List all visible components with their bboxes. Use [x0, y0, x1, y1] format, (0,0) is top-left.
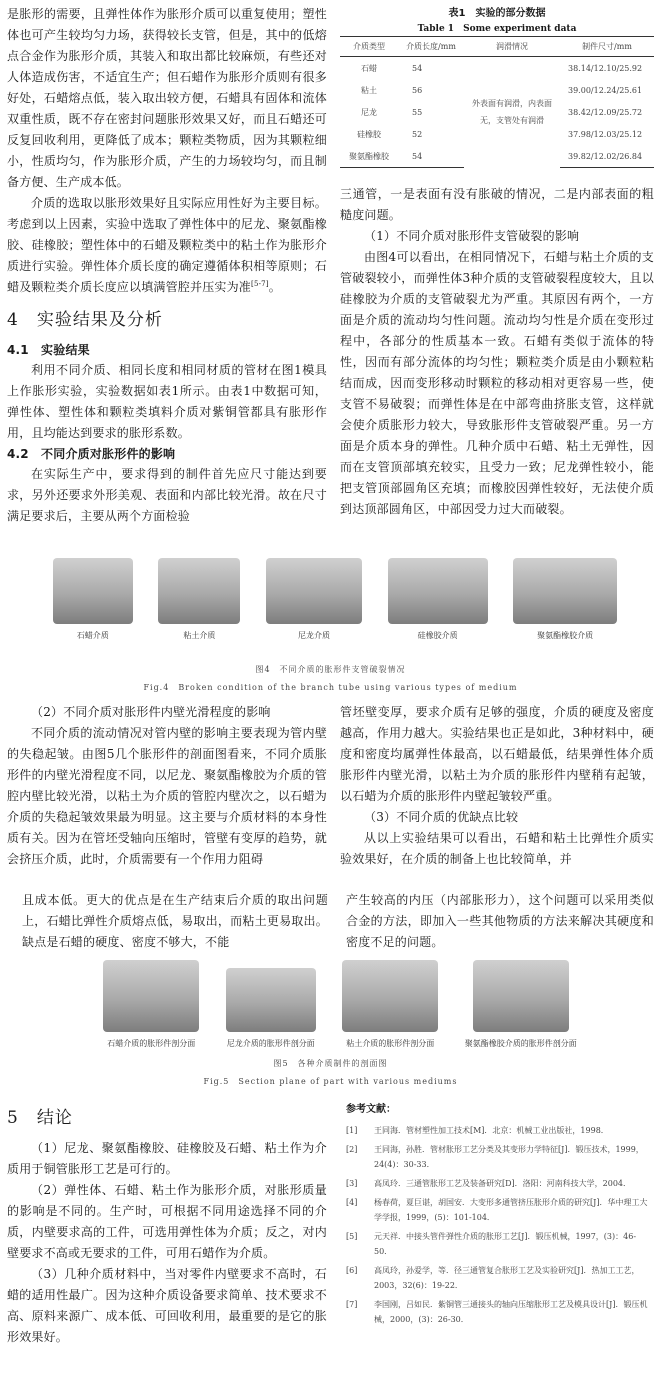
figure-5-item — [342, 960, 438, 1049]
table-row — [340, 57, 654, 80]
reference-number: [6] — [346, 1266, 358, 1275]
subsection-title-4-1: 4.1 实验结果 — [7, 343, 90, 357]
table-1 — [340, 6, 654, 168]
table-cell: 54 — [412, 63, 423, 73]
figure-label: 聚氨酯橡胶介质的胀形件剖分面 — [464, 1039, 577, 1048]
left-column-pros-cons — [22, 890, 328, 953]
reference-item — [346, 1176, 654, 1191]
table-cell: 聚氨酯橡胶 — [340, 145, 398, 168]
right-column-mid — [340, 702, 654, 870]
reference-item — [346, 1123, 654, 1138]
paragraph-pros-cons: 从以上实验结果可以看出，石蜡和粘土比弹性介质实验效果好，在介质的制备上也比较简单，并 — [340, 831, 654, 866]
paragraph-results: 利用不同介质、相同长度和相同材质的管材在图1模具上作胀形实验，实验数据如表1所示。由表1中数据可知，弹性体、塑性体和颗粒类填料介质对紫铜管都具有胀形作用，且均能达到要求的胀形系数。 — [7, 363, 327, 440]
figure-4 — [40, 558, 630, 641]
paragraph-influence: 在实际生产中，要求得到的制件首先应尺寸能达到要求，另外还要求外形美观、表面和内部比较光滑。故在尺寸满足要求后，主要从两个方面检验 — [7, 467, 327, 523]
figure-label: 聚氨酯橡胶介质 — [537, 631, 594, 640]
table-cell: 52 — [412, 129, 423, 139]
figure-5-item — [465, 960, 577, 1049]
table-cell: 尼龙 — [361, 107, 377, 117]
figure-4-caption-cn: 图4 不同介质的胀形件支管破裂情况 — [255, 665, 406, 674]
table-cell: 55 — [412, 107, 423, 117]
reference-text: 高凤玲，孙爱学，等．径三通管复合胀形工艺及实验研究[J]．热加工工艺，2003，32(6)：19-22． — [374, 1266, 640, 1290]
subsection-title-4-2: 4.2 不同介质对胀形件的影响 — [7, 447, 176, 461]
figure-4-item — [266, 558, 362, 641]
figure-5 — [90, 960, 590, 1049]
photo-nylon-section — [226, 968, 316, 1032]
reference-text: 杨春荷，夏巨谌，胡国安．大变形多通管挤压胀形介质的研究[J]．华中理工大学学报，1999，(5)：101-104． — [374, 1198, 648, 1222]
conclusion-item-2: （2）弹性体、石蜡、粘土作为胀形介质，对胀形质量的影响是不同的。生产时，可根据不同用途选择不同的介质，内壁要求高的工件，可选用弹性体为介质；反之，对内壁要求不高或无要求的工件，可用石蜡作为介质。 — [7, 1183, 327, 1260]
figure-label: 尼龙介质的胀形件剖分面 — [226, 1039, 315, 1048]
right-column-pros-cons — [346, 890, 654, 953]
reference-item — [346, 1142, 654, 1172]
reference-text: 李国刚，吕如民．紫铜管三通接头的轴向压缩胀形工艺及模具设计[J]．锻压机械，2000，(3)：26-30． — [374, 1300, 648, 1324]
reference-number: [1] — [346, 1126, 358, 1135]
figure-4-item — [158, 558, 240, 641]
paragraph-inner-wall-cont: 管坯壁变厚，要求介质有足够的强度，介质的硬度及密度越高，作用力越大。实验结果也正是如此，3种材料中，硬度和密度均属弹性体最高，以石蜡最低，结果弹性体介质胀形件内壁光滑，以粘土为介质的胀形件内壁稍有起皱，以石蜡为介质的胀形件内壁起皱较严重。 — [340, 705, 654, 803]
table-cell: 石蜡 — [361, 63, 377, 73]
subheading-branch-rupture: （1）不同介质对胀形件支管破裂的影响 — [364, 229, 580, 243]
reference-item — [346, 1195, 654, 1225]
table-caption-cn: 表1 实验的部分数据 — [448, 8, 546, 19]
conclusion-item-3: （3）几种介质材料中，当对零件内壁要求不高时，石蜡的适用性最广。因为这种介质设备要求简单、技术要求不高、原料来源广、成本低、可回收利用，最重要的是它的胀形效果好。 — [7, 1267, 327, 1344]
conclusion-section — [7, 1096, 327, 1348]
paragraph-pros-cons-cont: 且成本低。更大的优点是在生产结束后介质的取出问题上，石蜡比弹性介质熔点低，易取出，而粘土更易取出。缺点是石蜡的硬度、密度不够大，不能 — [22, 893, 328, 949]
table-header: 润滑情况 — [464, 37, 560, 57]
reference-item — [346, 1229, 654, 1259]
paragraph-text: 介质的选取以胀形效果好且实际应用性好为主要目标。考虑到以上因素，实验中选取了弹性体中的尼龙、聚氨酯橡胶、硅橡胶；塑性体中的石蜡及颗粒类中的粘土作为胀形介质进行实验。弹性体介质长度的确定遵循体积相等原则；石蜡及颗粒类介质长度应以填满管腔并压实为准 — [7, 196, 327, 294]
reference-item — [346, 1263, 654, 1293]
figure-5-item — [103, 960, 199, 1049]
table-cell: 硅橡胶 — [357, 129, 381, 139]
reference-text: 王同海．管材塑性加工技术[M]．北京：机械工业出版社，1998． — [374, 1126, 609, 1135]
photo-nylon-part — [266, 558, 362, 624]
conclusion-item-1: （1）尼龙、聚氨酯橡胶、硅橡胶及石蜡、粘土作为介质用于铜管胀形工艺是可行的。 — [7, 1141, 327, 1176]
paragraph-inner-wall: 不同介质的流动情况对管内壁的影响主要表现为管内壁的失稳起皱。由图5几个胀形件的剖面图看来，不同介质胀形件的内壁光滑程度不同，以尼龙、聚氨酯橡胶为介质的管腔内壁比较光滑，以粘土为介质的管腔内壁次之，以石蜡为介质的失稳起皱效果最为明显。这主要与介质材料的本身性质有关。因为在管坯受轴向压缩时，管壁有变厚的趋势，就会挤压介质，此时，介质需要有一个作用力阻碍 — [7, 726, 327, 866]
reference-number: [7] — [346, 1300, 358, 1309]
section-title-4: 4 实验结果及分析 — [7, 310, 163, 330]
table-cell: 38.42/12.09/25.72 — [568, 107, 643, 117]
paragraph-continued-right: 三通管，一是表面有没有胀破的情况，二是内部表面的粗糙度问题。 — [340, 187, 654, 222]
reference-number: [2] — [346, 1145, 358, 1154]
photo-silicone-rubber-part — [388, 558, 488, 624]
figure-5-caption-cn: 图5 各种介质制件的剖面图 — [273, 1059, 388, 1068]
table-header-row — [340, 37, 654, 57]
figure-label: 粘土介质的胀形件剖分面 — [346, 1039, 435, 1048]
figure-4-caption-en: Fig.4 Broken condition of the branch tube using various types of medium — [143, 683, 518, 692]
paragraph-end: 。 — [268, 280, 281, 294]
figure-5-caption-en: Fig.5 Section plane of part with various mediums — [203, 1077, 458, 1086]
citation: [5-7] — [251, 280, 269, 288]
table-cell: 54 — [398, 145, 464, 168]
figure-4-item — [53, 558, 133, 641]
photo-polyurethane-part — [513, 558, 617, 624]
table-header: 制件尺寸/mm — [560, 37, 654, 57]
figure-label: 尼龙介质 — [297, 631, 330, 640]
references-title: 参考文献： — [346, 1104, 396, 1115]
reference-number: [3] — [346, 1179, 358, 1188]
reference-item — [346, 1297, 654, 1327]
paragraph-medium-selection — [7, 193, 327, 298]
paragraph-branch-rupture: 由图4可以看出，在相同情况下，石蜡与粘土介质的支管破裂较小，而弹性体3种介质的支管破裂程度较大，且以硅橡胶为介质的支管破裂尤为严重。其原因有两个，一方面是介质的流动均匀性问题。流动均匀性是介质在变形过程中，各部分的性质基本一致。石蜡有类似于流体的特性，因而有部分流体的均匀性；颗粒类介质是由小颗粒粘结而成，因而变形移动时颗粒的移动相对更容易一些，使支管不易破裂；而弹性体是在中部弯曲挤胀支管，这样就会使介质胀形力较大，导致胀形件支管破裂严重。另一方面是介质本身的弹性。几种介质中石蜡、粘土无弹性，因而在支管顶部填充较实，且受力一致；尼龙弹性较小，能把支管顶部圆角区充填；而橡胶因弹性较好，无法使介质到达顶部圆角区，中部因受力过大而破裂。 — [340, 250, 654, 516]
photo-paraffin-part — [53, 558, 133, 624]
subheading-pros-cons: （3）不同介质的优缺点比较 — [364, 810, 519, 824]
paragraph-pros-cons-end: 产生较高的内压（内部胀形力），这个问题可以采用类似合金的方法，即加入一些其他物质的方法来解决其硬度和密度不足的问题。 — [346, 893, 654, 949]
figure-label: 粘土介质 — [183, 631, 216, 640]
left-column-mid — [7, 702, 327, 870]
right-column-top — [340, 184, 654, 520]
figure-4-item — [388, 558, 488, 641]
table-cell: 37.98/12.03/25.12 — [568, 129, 643, 139]
figure-4-item — [513, 558, 617, 641]
reference-text: 元天祥．中接头管件弹性介质的胀形工艺[J]．锻压机械，1997，(3)：46-50． — [374, 1232, 637, 1256]
figure-5-item — [226, 960, 316, 1049]
reference-number: [5] — [346, 1232, 358, 1241]
table-cell: 38.14/12.10/25.92 — [568, 63, 643, 73]
table-caption-en: Table 1 Some experiment data — [417, 24, 577, 34]
table-header: 介质类型 — [340, 37, 398, 57]
figure-label: 硅橡胶介质 — [417, 631, 458, 640]
subheading-inner-wall: （2）不同介质对胀形件内壁光滑程度的影响 — [31, 705, 271, 719]
photo-clay-section — [342, 960, 438, 1032]
section-title-5: 5 结论 — [7, 1108, 73, 1128]
photo-polyurethane-section — [473, 960, 569, 1032]
table-header: 介质长度/mm — [398, 37, 464, 57]
figure-label: 石蜡介质 — [76, 631, 109, 640]
references — [346, 1100, 654, 1331]
table-cell: 粘土 — [361, 85, 377, 95]
paragraph-continued: 是胀形的需要，且弹性体作为胀形介质可以重复使用；塑性体也可产生较均匀力场，获得较长支管，但是，其中的低熔点合金作为胀形介质，其装入和取出都比较麻烦，有些还对人体造成伤害，不适宜生产；但石蜡作为胀形介质则有很多好处，石蜡熔点低，装入取出较方便，石蜡具有固体和流体双重性质，既不存在密封问题胀形效果又好，而且石蜡还可反复回收利用，更降低了成本；颗粒类物质，因为其颗粒细小，性质均匀，作为胀形介质，产生的力场较均匀，而且制备方便、生产成本低。 — [7, 7, 327, 189]
reference-number: [4] — [346, 1198, 358, 1207]
table-cell: 39.00/12.24/25.61 — [568, 85, 643, 95]
photo-paraffin-section — [103, 960, 199, 1032]
reference-text: 王同海，孙胜．管材胀形工艺分类及其变形力学特征[J]．锻压技术，1999，24(4)：30-33． — [374, 1145, 644, 1169]
photo-clay-part — [158, 558, 240, 624]
figure-label: 石蜡介质的胀形件剖分面 — [107, 1039, 196, 1048]
table-cell: 56 — [412, 85, 423, 95]
left-column-top — [7, 4, 327, 527]
table-cell-lubrication: 外表面有润滑，内表面无，支管处有润滑 — [472, 99, 552, 126]
reference-text: 高凤玲．三通管胀形工艺及装备研究[D]．洛阳：河南科技大学，2004． — [374, 1179, 632, 1188]
table-cell: 39.82/12.02/26.84 — [560, 145, 654, 168]
data-table — [340, 36, 654, 168]
